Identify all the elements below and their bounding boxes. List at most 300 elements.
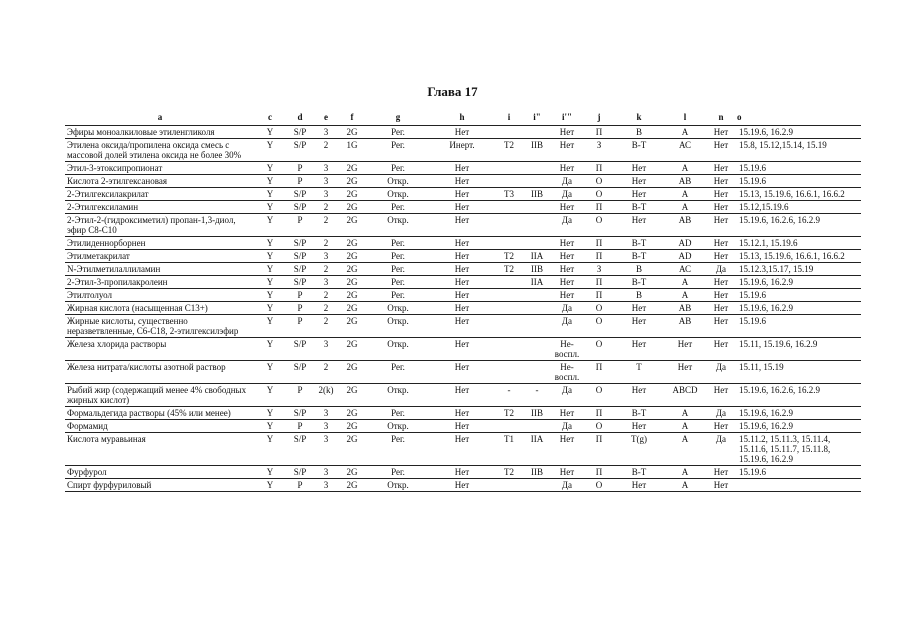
cell-i2 (523, 420, 551, 433)
cell-e: 3 (315, 250, 337, 263)
cell-i2: IIВ (523, 263, 551, 276)
cell-i3: Нет (551, 276, 583, 289)
cell-i2: - (523, 384, 551, 407)
cell-d: S/P (285, 188, 315, 201)
cell-g: Рег. (367, 433, 429, 466)
cell-product-name: 2-Этилгексилакрилат (65, 188, 255, 201)
cell-k: Нет (615, 315, 663, 338)
cell-requirements: 15.19.6 (735, 289, 861, 302)
table-row (65, 263, 861, 276)
cell-f: 2G (337, 162, 367, 175)
cell-c: Y (255, 263, 285, 276)
cell-g: Рег. (367, 263, 429, 276)
cell-l: АС (663, 139, 707, 162)
cell-c: Y (255, 175, 285, 188)
cell-i3: Да (551, 420, 583, 433)
cell-n: Нет (707, 289, 735, 302)
cell-g: Рег. (367, 237, 429, 250)
cell-i3: Нет (551, 289, 583, 302)
cell-d: P (285, 384, 315, 407)
cell-product-name: Этилена оксида/пропилена оксида смесь с массовой долей этилена оксида не более 30% (65, 139, 255, 162)
cell-g: Рег. (367, 407, 429, 420)
cell-k: Т (615, 361, 663, 384)
cell-d: S/P (285, 433, 315, 466)
cell-e: 2 (315, 315, 337, 338)
cell-h: Нет (429, 466, 495, 479)
table-row (65, 466, 861, 479)
cell-j: О (583, 479, 615, 492)
cell-h: Нет (429, 126, 495, 139)
table-row (65, 237, 861, 250)
cell-f: 2G (337, 263, 367, 276)
cell-i3: Нет (551, 466, 583, 479)
cell-j: З (583, 139, 615, 162)
cell-l: Нет (663, 361, 707, 384)
cell-h: Нет (429, 276, 495, 289)
cell-g: Откр. (367, 214, 429, 237)
cell-f: 2G (337, 479, 367, 492)
cell-k: Нет (615, 302, 663, 315)
cell-i: Т2 (495, 466, 523, 479)
cell-c: Y (255, 237, 285, 250)
cell-e: 3 (315, 420, 337, 433)
cell-d: P (285, 175, 315, 188)
cell-i: - (495, 384, 523, 407)
cell-c: Y (255, 479, 285, 492)
cell-h: Нет (429, 162, 495, 175)
cell-e: 2 (315, 289, 337, 302)
column-header: a (157, 112, 163, 122)
cell-requirements: 15.19.6 (735, 162, 861, 175)
cell-i3: Нет (551, 407, 583, 420)
cell-j: О (583, 188, 615, 201)
cell-d: P (285, 289, 315, 302)
cell-j: П (583, 433, 615, 466)
cell-i3: Да (551, 188, 583, 201)
table-row (65, 139, 861, 162)
cell-i: Т2 (495, 250, 523, 263)
cell-f: 2G (337, 466, 367, 479)
cell-i2 (523, 338, 551, 361)
cell-h: Инерт. (429, 139, 495, 162)
table-header-row (65, 108, 861, 126)
table-row (65, 201, 861, 214)
cell-product-name: Формальдегида растворы (45% или менее) (65, 407, 255, 420)
cell-j: О (583, 420, 615, 433)
cell-i2 (523, 201, 551, 214)
cell-d: P (285, 315, 315, 338)
cell-j: О (583, 175, 615, 188)
column-header: l (683, 112, 687, 122)
cell-j: З (583, 263, 615, 276)
cell-c: Y (255, 162, 285, 175)
cell-i: Т1 (495, 433, 523, 466)
cell-k: В-Т (615, 466, 663, 479)
cell-h: Нет (429, 433, 495, 466)
table-row (65, 214, 861, 237)
cell-i2: IIВ (523, 466, 551, 479)
cell-f: 2G (337, 302, 367, 315)
cell-l: А (663, 201, 707, 214)
cell-product-name: Эфиры моноалкиловые этиленгликоля (65, 126, 255, 139)
cell-g: Рег. (367, 466, 429, 479)
cell-i: Т3 (495, 188, 523, 201)
cell-l: АВ (663, 214, 707, 237)
cell-e: 3 (315, 276, 337, 289)
cell-l: А (663, 466, 707, 479)
cell-f: 2G (337, 384, 367, 407)
cell-d: P (285, 420, 315, 433)
cell-requirements: 15.19.6, 16.2.9 (735, 302, 861, 315)
column-header: h (459, 112, 465, 122)
cell-k: В (615, 126, 663, 139)
column-header: j (597, 112, 601, 122)
cell-i (495, 420, 523, 433)
cell-g: Откр. (367, 175, 429, 188)
cell-e: 3 (315, 162, 337, 175)
cell-h: Нет (429, 250, 495, 263)
cell-requirements: 15.19.6, 16.2.9 (735, 126, 861, 139)
cell-j: П (583, 289, 615, 302)
cell-h: Нет (429, 361, 495, 384)
cell-k: Нет (615, 162, 663, 175)
cell-c: Y (255, 126, 285, 139)
cell-f: 2G (337, 237, 367, 250)
cell-l: А (663, 276, 707, 289)
cell-h: Нет (429, 263, 495, 276)
cell-i3: Нет (551, 162, 583, 175)
cell-g: Рег. (367, 201, 429, 214)
cell-i (495, 162, 523, 175)
cell-c: Y (255, 289, 285, 302)
cell-product-name: N-Этилметилаллиламин (65, 263, 255, 276)
cell-l: А (663, 479, 707, 492)
cell-j: О (583, 302, 615, 315)
cell-l: АС (663, 263, 707, 276)
column-header: o (737, 112, 742, 122)
table-row (65, 338, 861, 361)
cell-j: П (583, 407, 615, 420)
cell-n: Да (707, 263, 735, 276)
cell-j: П (583, 162, 615, 175)
page-title: Глава 17 (427, 84, 478, 99)
cell-f: 2G (337, 250, 367, 263)
cell-e: 3 (315, 479, 337, 492)
cell-j: П (583, 466, 615, 479)
cell-i (495, 338, 523, 361)
column-header: k (636, 112, 642, 122)
cell-i (495, 315, 523, 338)
table-row (65, 315, 861, 338)
cell-k: Нет (615, 214, 663, 237)
cell-k: T(g) (615, 433, 663, 466)
cell-product-name: Спирт фурфуриловый (65, 479, 255, 492)
cell-i (495, 175, 523, 188)
cell-requirements (735, 479, 861, 492)
cell-e: 3 (315, 338, 337, 361)
cell-l: А (663, 162, 707, 175)
cell-n: Нет (707, 201, 735, 214)
cell-requirements: 15.11.2, 15.11.3, 15.11.4, 15.11.6, 15.11.7, 15.11.8, 15.19.6, 16.2.9 (735, 433, 861, 466)
cell-product-name: Жирная кислота (насыщенная С13+) (65, 302, 255, 315)
cell-f: 2G (337, 214, 367, 237)
cell-c: Y (255, 433, 285, 466)
cell-f: 2G (337, 361, 367, 384)
cell-requirements: 15.19.6, 16.2.9 (735, 420, 861, 433)
cell-i3: Не-воспл. (551, 361, 583, 384)
cell-c: Y (255, 420, 285, 433)
cell-k: Нет (615, 384, 663, 407)
cell-k: В-Т (615, 237, 663, 250)
cell-d: S/P (285, 126, 315, 139)
cell-j: П (583, 361, 615, 384)
cell-i3: Да (551, 384, 583, 407)
cell-requirements: 15.19.6 (735, 466, 861, 479)
cell-d: S/P (285, 237, 315, 250)
cell-requirements: 15.19.6, 16.2.6, 16.2.9 (735, 214, 861, 237)
cell-n: Нет (707, 237, 735, 250)
cell-e: 2 (315, 139, 337, 162)
cell-i (495, 237, 523, 250)
cell-i2 (523, 302, 551, 315)
cell-n: Нет (707, 139, 735, 162)
cell-c: Y (255, 139, 285, 162)
cell-i2: IIА (523, 250, 551, 263)
cell-requirements: 15.19.6, 16.2.9 (735, 407, 861, 420)
cell-j: П (583, 250, 615, 263)
table-row (65, 384, 861, 407)
cell-f: 2G (337, 420, 367, 433)
cell-i3: Нет (551, 201, 583, 214)
cell-k: Нет (615, 479, 663, 492)
cell-h: Нет (429, 302, 495, 315)
column-header: f (350, 112, 354, 122)
cell-e: 3 (315, 188, 337, 201)
cell-i2: IIА (523, 433, 551, 466)
cell-c: Y (255, 361, 285, 384)
cell-k: Нет (615, 338, 663, 361)
cell-g: Откр. (367, 479, 429, 492)
cell-h: Нет (429, 338, 495, 361)
cell-product-name: Этилметакрилат (65, 250, 255, 263)
cell-k: Нет (615, 420, 663, 433)
cell-e: 2(k) (315, 384, 337, 407)
cell-n: Нет (707, 466, 735, 479)
cell-requirements: 15.13, 15.19.6, 16.6.1, 16.6.2 (735, 250, 861, 263)
cell-l: ABCD (663, 384, 707, 407)
cell-i3: Нет (551, 139, 583, 162)
cell-n: Нет (707, 302, 735, 315)
cell-f: 1G (337, 139, 367, 162)
cell-j: П (583, 237, 615, 250)
table-row (65, 302, 861, 315)
cell-requirements: 15.13, 15.19.6, 16.6.1, 16.6.2 (735, 188, 861, 201)
cell-e: 3 (315, 175, 337, 188)
cell-h: Нет (429, 237, 495, 250)
cargo-table (65, 108, 861, 492)
cell-i (495, 289, 523, 302)
cell-d: S/P (285, 407, 315, 420)
cell-product-name: Кислота муравьиная (65, 433, 255, 466)
cell-d: S/P (285, 338, 315, 361)
cell-l: А (663, 420, 707, 433)
cell-product-name: Этил-3-этоксипропионат (65, 162, 255, 175)
cell-product-name: Этилиденнорборнен (65, 237, 255, 250)
cell-l: А (663, 407, 707, 420)
column-header: c (268, 112, 272, 122)
cell-i3: Нет (551, 237, 583, 250)
cell-f: 2G (337, 175, 367, 188)
cell-requirements: 15.19.6 (735, 315, 861, 338)
cell-i (495, 361, 523, 384)
cell-g: Рег. (367, 276, 429, 289)
cell-product-name: Рыбий жир (содержащий менее 4% свободных жирных кислот) (65, 384, 255, 407)
cell-j: О (583, 338, 615, 361)
cell-h: Нет (429, 407, 495, 420)
cell-g: Откр. (367, 420, 429, 433)
cell-i3: Да (551, 175, 583, 188)
cell-f: 2G (337, 338, 367, 361)
cell-product-name: 2-Этилгексиламин (65, 201, 255, 214)
cell-i3: Да (551, 315, 583, 338)
cell-e: 3 (315, 407, 337, 420)
cell-c: Y (255, 302, 285, 315)
table-row (65, 188, 861, 201)
cell-f: 2G (337, 188, 367, 201)
column-header: e (324, 112, 328, 122)
cell-k: Нет (615, 175, 663, 188)
cell-d: S/P (285, 276, 315, 289)
cell-f: 2G (337, 407, 367, 420)
cell-product-name: Фурфурол (65, 466, 255, 479)
cell-l: Нет (663, 338, 707, 361)
cell-c: Y (255, 407, 285, 420)
cell-h: Нет (429, 289, 495, 302)
cell-h: Нет (429, 315, 495, 338)
cell-i (495, 479, 523, 492)
cell-c: Y (255, 466, 285, 479)
cell-product-name: 2-Этил-2-(гидроксиметил) пропан-1,3-диол, эфир С8-С10 (65, 214, 255, 237)
cell-j: О (583, 214, 615, 237)
cell-i3: Нет (551, 433, 583, 466)
cell-j: О (583, 315, 615, 338)
cell-h: Нет (429, 384, 495, 407)
cell-j: П (583, 276, 615, 289)
cell-requirements: 15.12.3,15.17, 15.19 (735, 263, 861, 276)
cell-g: Откр. (367, 384, 429, 407)
table-row (65, 250, 861, 263)
cell-n: Да (707, 407, 735, 420)
cell-i2 (523, 361, 551, 384)
cell-requirements: 15.19.6, 16.2.9 (735, 276, 861, 289)
cell-g: Откр. (367, 188, 429, 201)
cell-n: Нет (707, 175, 735, 188)
cell-k: В-Т (615, 139, 663, 162)
table-row (65, 126, 861, 139)
cell-d: S/P (285, 250, 315, 263)
cell-k: В-Т (615, 201, 663, 214)
cell-c: Y (255, 250, 285, 263)
cell-d: P (285, 479, 315, 492)
table-row (65, 420, 861, 433)
cell-f: 2G (337, 276, 367, 289)
cell-j: П (583, 126, 615, 139)
table-row (65, 276, 861, 289)
column-header: g (395, 112, 401, 122)
cell-c: Y (255, 276, 285, 289)
cell-c: Y (255, 384, 285, 407)
cell-product-name: Железа нитрата/кислоты азотной раствор (65, 361, 255, 384)
cell-h: Нет (429, 175, 495, 188)
column-header: i'" (562, 112, 572, 122)
cell-i (495, 201, 523, 214)
cell-i2 (523, 479, 551, 492)
cell-i3: Да (551, 479, 583, 492)
cell-i2 (523, 126, 551, 139)
cell-n: Нет (707, 479, 735, 492)
cell-k: В-Т (615, 407, 663, 420)
cell-product-name: Формамид (65, 420, 255, 433)
cell-f: 2G (337, 315, 367, 338)
cell-e: 3 (315, 433, 337, 466)
cell-d: P (285, 162, 315, 175)
cell-d: S/P (285, 201, 315, 214)
cell-c: Y (255, 315, 285, 338)
cell-i3: Нет (551, 263, 583, 276)
cell-f: 2G (337, 433, 367, 466)
cell-requirements: 15.8, 15.12,15.14, 15.19 (735, 139, 861, 162)
cell-n: Нет (707, 188, 735, 201)
column-header: i (507, 112, 511, 122)
cell-e: 2 (315, 201, 337, 214)
cell-k: В (615, 263, 663, 276)
cell-requirements: 15.19.6, 16.2.6, 16.2.9 (735, 384, 861, 407)
column-header: i" (533, 112, 541, 122)
cell-i (495, 302, 523, 315)
cell-g: Откр. (367, 302, 429, 315)
cell-i3: Не-воспл. (551, 338, 583, 361)
cell-i2 (523, 175, 551, 188)
cell-l: АВ (663, 302, 707, 315)
cell-i3: Да (551, 214, 583, 237)
cell-g: Откр. (367, 338, 429, 361)
cell-e: 3 (315, 466, 337, 479)
table-row (65, 479, 861, 492)
cell-n: Нет (707, 315, 735, 338)
cell-n: Да (707, 433, 735, 466)
cell-g: Рег. (367, 139, 429, 162)
cell-g: Откр. (367, 315, 429, 338)
cell-i (495, 214, 523, 237)
cell-n: Нет (707, 214, 735, 237)
cell-requirements: 15.12,15.19.6 (735, 201, 861, 214)
cell-c: Y (255, 188, 285, 201)
cell-d: S/P (285, 263, 315, 276)
table-row (65, 407, 861, 420)
table-row (65, 162, 861, 175)
cell-j: П (583, 201, 615, 214)
table-row (65, 433, 861, 466)
cell-n: Да (707, 361, 735, 384)
table-row (65, 361, 861, 384)
cell-i: Т2 (495, 139, 523, 162)
cell-i2 (523, 315, 551, 338)
cell-d: S/P (285, 361, 315, 384)
cell-product-name: Жирные кислоты, существенно неразветвленные, С6-С18, 2-этилгексилэфир (65, 315, 255, 338)
cell-n: Нет (707, 162, 735, 175)
cell-h: Нет (429, 479, 495, 492)
cell-i (495, 126, 523, 139)
